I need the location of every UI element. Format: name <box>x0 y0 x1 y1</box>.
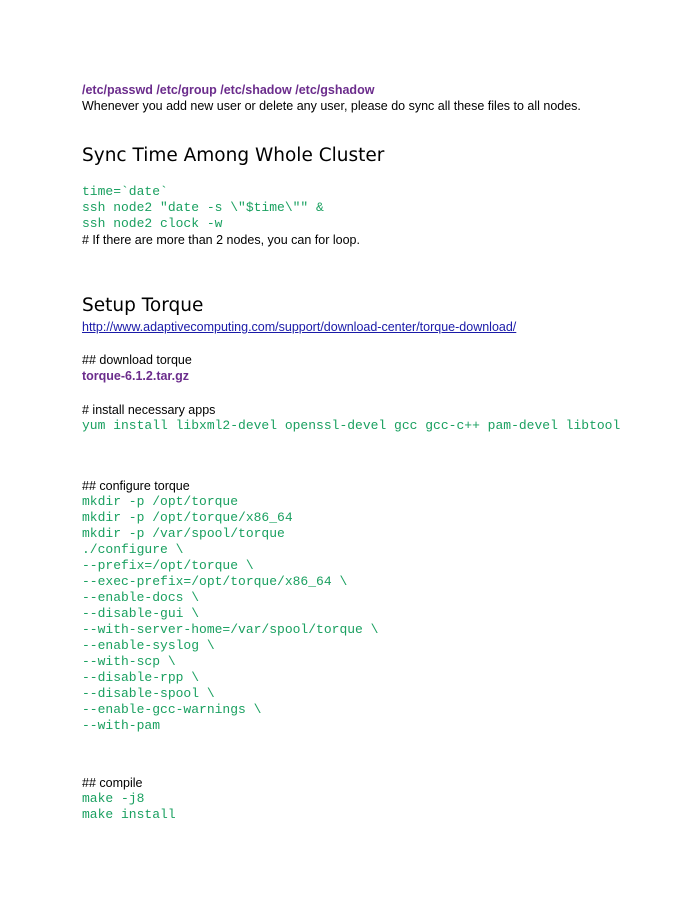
code-line: mkdir -p /opt/torque <box>82 494 239 509</box>
compile-label: ## compile <box>82 776 143 790</box>
torque-download-link[interactable]: http://www.adaptivecomputing.com/support/download-center/torque-download/ <box>82 320 517 334</box>
code-line: --with-server-home=/var/spool/torque \ <box>82 622 379 637</box>
files-note: Whenever you add new user or delete any user, please do sync all these files to all nodes. <box>82 99 581 113</box>
code-line: --enable-docs \ <box>82 590 200 605</box>
code-line: --with-pam <box>82 718 161 733</box>
code-line: --prefix=/opt/torque \ <box>82 558 254 573</box>
code-line: time=`date` <box>82 184 168 199</box>
files-section <box>82 82 581 114</box>
install-block <box>82 402 620 434</box>
files-list: /etc/passwd /etc/group /etc/shadow /etc/gshadow <box>82 83 375 97</box>
download-file: torque-6.1.2.tar.gz <box>82 369 189 383</box>
torque-link-block <box>82 319 516 335</box>
setup-torque-heading: Setup Torque <box>82 295 204 316</box>
code-line: ssh node2 clock -w <box>82 216 223 231</box>
code-line: make -j8 <box>82 791 145 806</box>
sync-time-comment: # If there are more than 2 nodes, you can for loop. <box>82 233 360 247</box>
code-line: mkdir -p /var/spool/torque <box>82 526 285 541</box>
sync-time-section <box>82 145 384 167</box>
setup-torque-section <box>82 295 203 317</box>
code-line: ./configure \ <box>82 542 184 557</box>
code-line: --enable-syslog \ <box>82 638 215 653</box>
code-line: --with-scp \ <box>82 654 176 669</box>
install-command: yum install libxml2-devel openssl-devel gcc gcc-c++ pam-devel libtool <box>82 418 621 433</box>
download-label: ## download torque <box>82 353 192 367</box>
code-line: --enable-gcc-warnings \ <box>82 702 262 717</box>
code-line: --disable-rpp \ <box>82 670 200 685</box>
sync-time-code <box>82 184 360 248</box>
download-block <box>82 352 192 384</box>
code-line: --disable-gui \ <box>82 606 200 621</box>
code-line: mkdir -p /opt/torque/x86_64 <box>82 510 293 525</box>
install-label: # install necessary apps <box>82 403 216 417</box>
code-line: --exec-prefix=/opt/torque/x86_64 \ <box>82 574 348 589</box>
code-line: --disable-spool \ <box>82 686 215 701</box>
configure-label: ## configure torque <box>82 479 190 493</box>
configure-block <box>82 478 378 734</box>
code-line: ssh node2 "date -s \"$time\"" & <box>82 200 324 215</box>
compile-block <box>82 775 176 823</box>
sync-time-heading: Sync Time Among Whole Cluster <box>82 145 385 166</box>
code-line: make install <box>82 807 176 822</box>
